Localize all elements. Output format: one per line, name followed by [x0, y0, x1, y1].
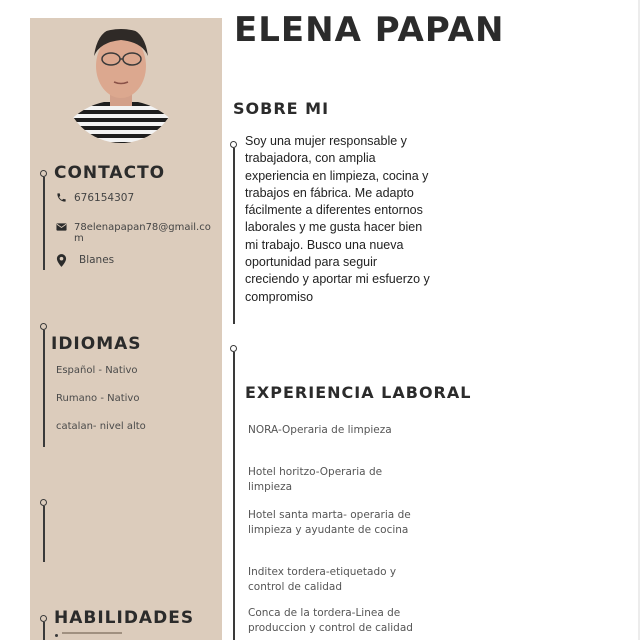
- language-item: Español - Nativo: [56, 365, 138, 376]
- contact-heading: CONTACTO: [54, 163, 166, 183]
- about-heading: SOBRE MI: [233, 99, 330, 118]
- skills-bullet: [55, 634, 58, 637]
- envelope-icon: [56, 222, 67, 232]
- location-text: Blanes: [79, 254, 115, 266]
- person-name: ELENA PAPAN: [234, 10, 505, 50]
- timeline-line: [43, 506, 45, 562]
- timeline-dot: [230, 141, 237, 148]
- contact-location: [56, 254, 114, 267]
- experience-item: Hotel horitzo-Operaria de limpieza: [248, 466, 383, 493]
- about-text: Soy una mujer responsable y trabajadora, con amplia experiencia en limpieza, cocina y trabajos en fábrica. Me adapto fácilmente a diferentes entornos laborales y me gusta hacer bien mi trabajo. Busco una nueva oportunidad para seguir creciendo y aportar mi esfuerzo y compromiso: [245, 134, 430, 304]
- profile-photo: [64, 22, 178, 150]
- experience-item: NORA-Operaria de limpieza: [248, 424, 392, 436]
- experience-item: Conca de la tordera-Linea de produccion y control de calidad: [248, 607, 413, 634]
- contact-phone: [56, 192, 134, 204]
- timeline-dot: [40, 615, 47, 622]
- skills-heading: HABILIDADES: [54, 608, 195, 628]
- experience-item: Hotel santa marta- operaria de limpieza y ayudante de cocina: [248, 509, 411, 536]
- phone-icon: [56, 192, 67, 203]
- phone-number[interactable]: 676154307: [74, 192, 135, 204]
- timeline-line: [233, 148, 235, 324]
- timeline-line: [43, 622, 45, 640]
- email-address[interactable]: 78elenapapan78@gmail.com: [74, 222, 211, 244]
- timeline-line: [43, 330, 45, 447]
- languages-heading: IDIOMAS: [51, 334, 142, 354]
- timeline-line: [233, 352, 235, 640]
- language-item: catalan- nivel alto: [56, 421, 146, 432]
- timeline-dot: [40, 499, 47, 506]
- timeline-dot: [230, 345, 237, 352]
- contact-email: [56, 222, 216, 244]
- experience-item: Inditex tordera-etiquetado y control de calidad: [248, 566, 397, 593]
- skills-text-fragment: [62, 632, 122, 634]
- timeline-dot: [40, 323, 47, 330]
- map-pin-icon: [56, 254, 67, 267]
- timeline-dot: [40, 170, 47, 177]
- language-item: Rumano - Nativo: [56, 393, 140, 404]
- timeline-line: [43, 177, 45, 270]
- experience-heading: EXPERIENCIA LABORAL: [245, 383, 472, 402]
